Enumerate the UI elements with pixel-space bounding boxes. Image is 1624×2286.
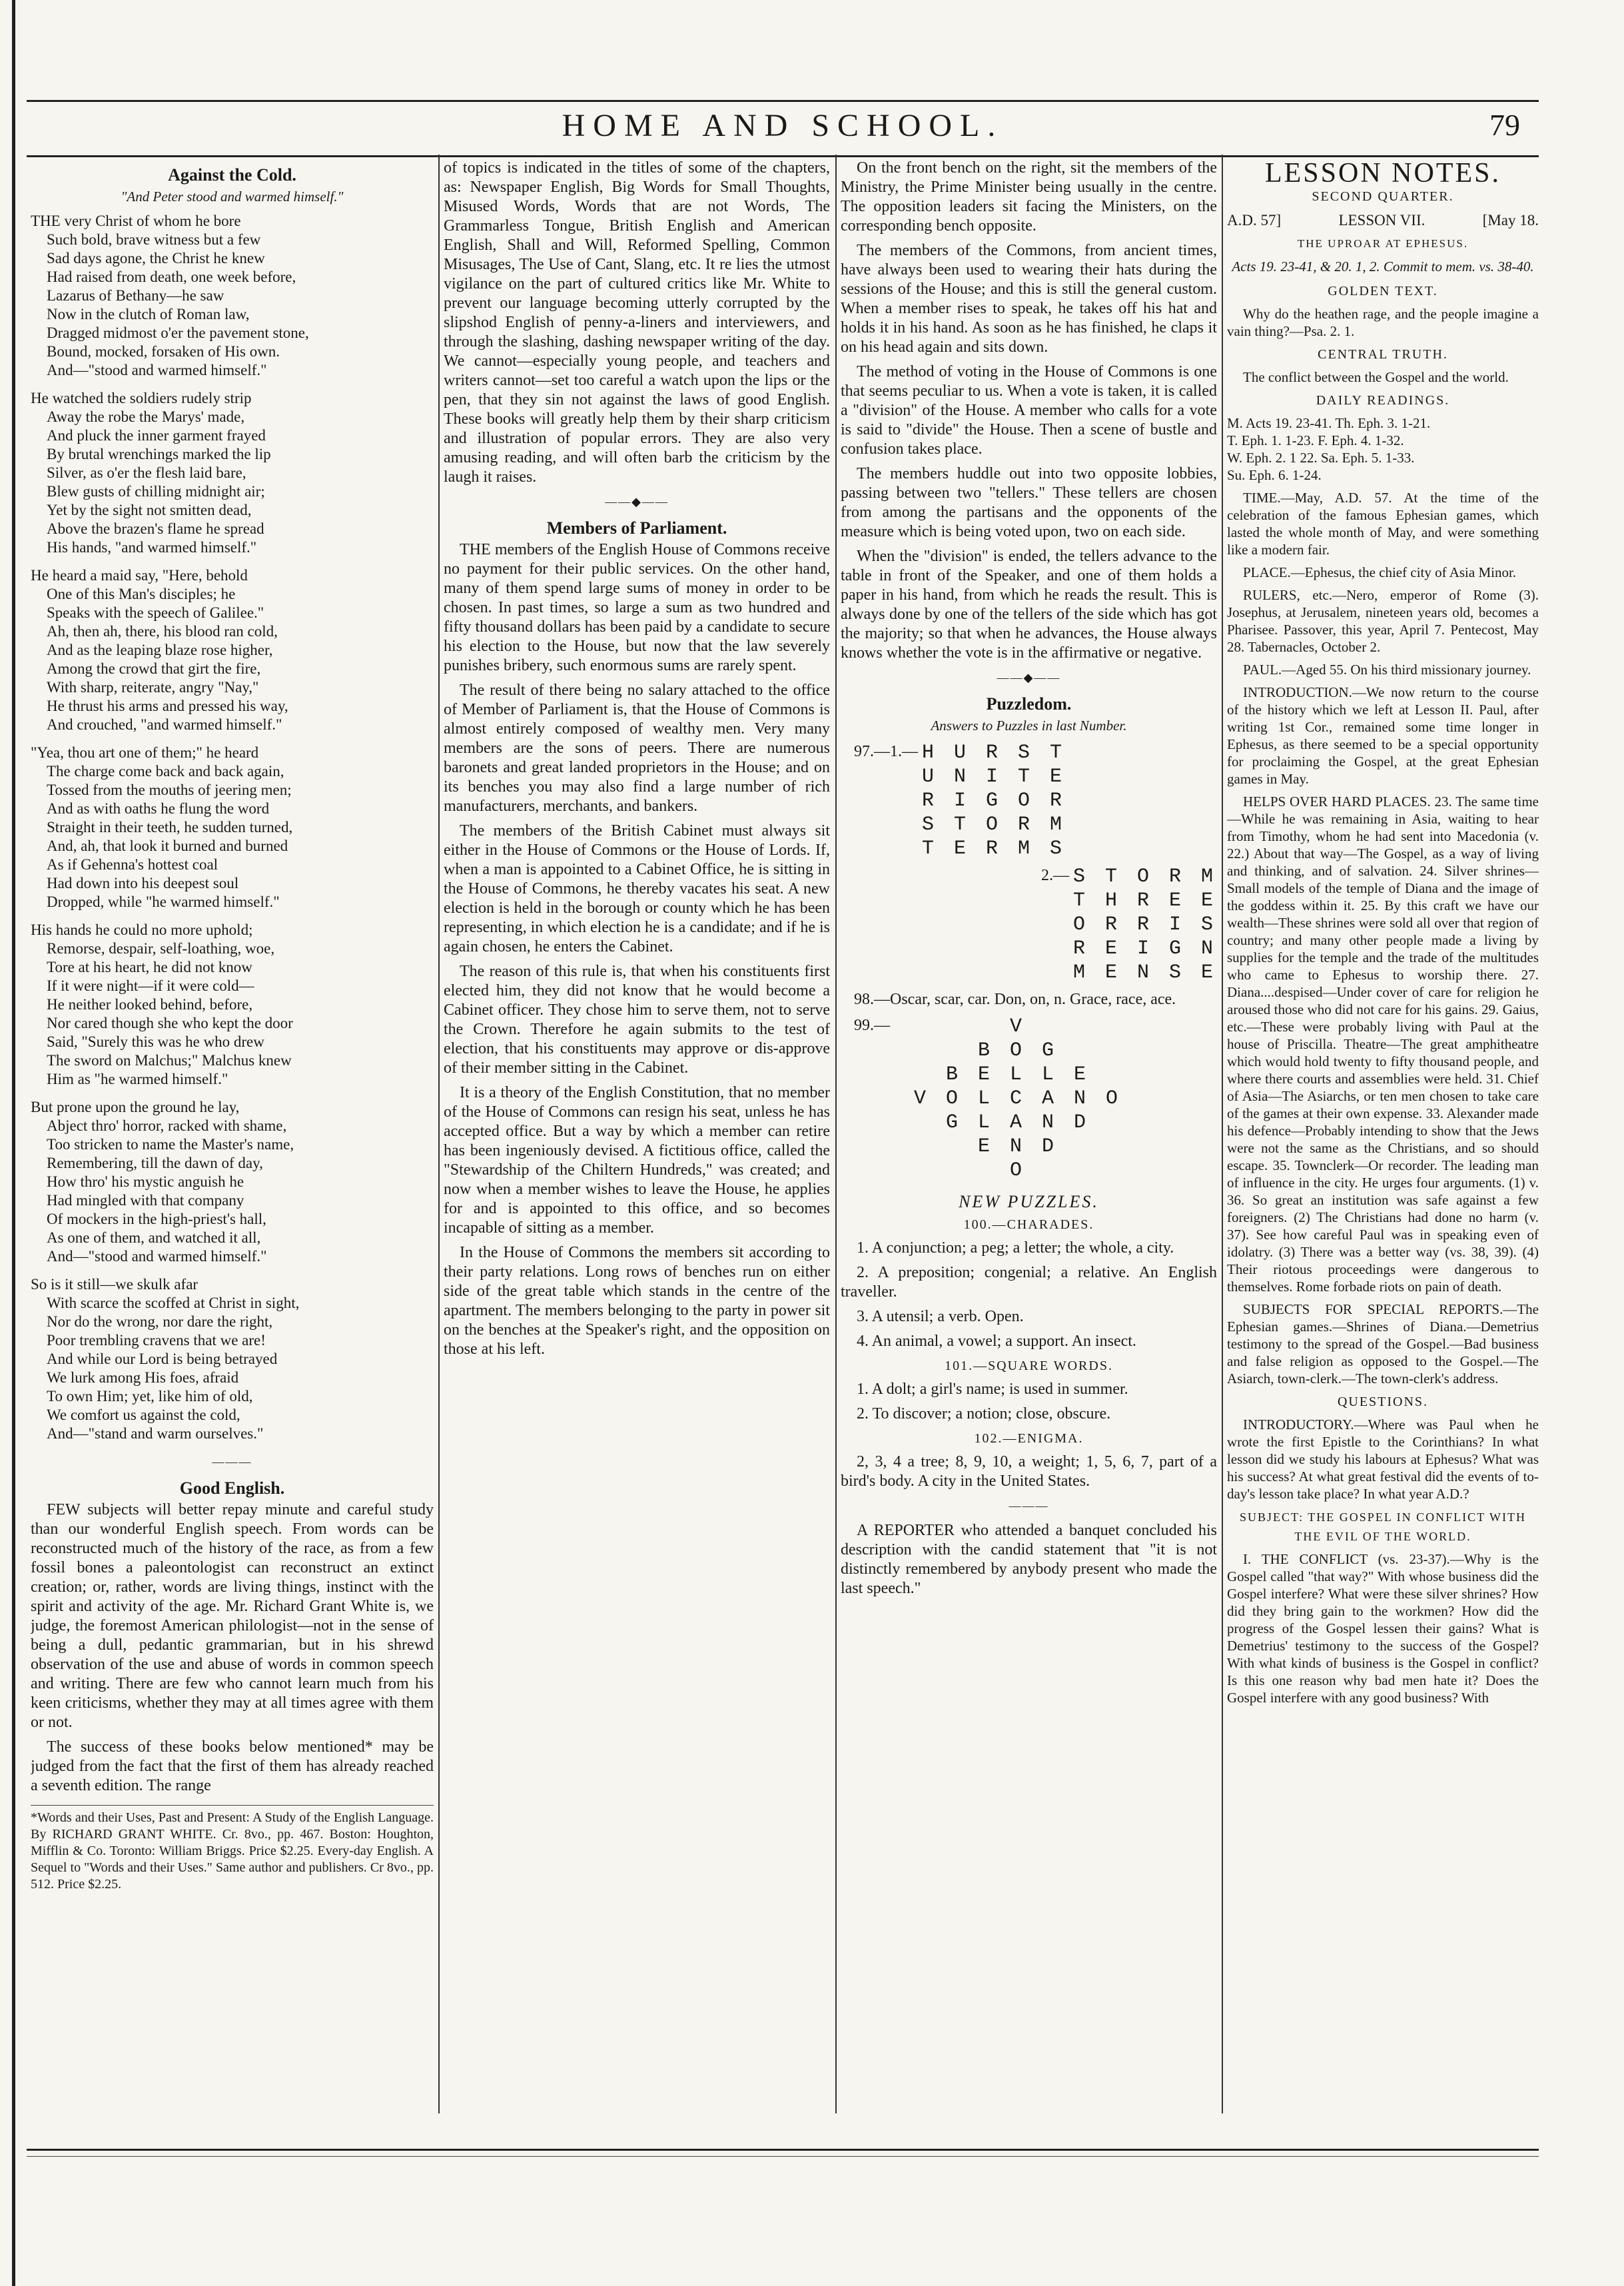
poem-line: Abject thro' horror, racked with shame, [47,1117,287,1134]
poem-title: Against the Cold. [168,165,296,185]
daily-readings-heading: DAILY READINGS. [1316,393,1450,408]
masthead [27,100,1539,157]
answer-97-2 [841,865,1217,985]
poem-line: And as the leaping blaze rose higher, [47,642,273,658]
lesson-number: LESSON VII. [1338,212,1425,229]
answer-label: 2.— [1040,867,1069,884]
poem-stanza [31,744,434,911]
poem-line: If it were night—if it were cold— [47,977,254,994]
poem-line: One of this Man's disciples; he [47,586,236,602]
word-diamond: V B O G B E L L E V O L C A N O G L A N D E N D O [914,1015,1122,1182]
article-paragraph: In the House of Commons the members sit according to their party relations. Long rows of benches run on either side of the great table which stands in the centre of the apartment. The members belonging to the party in power sit on the benches at the Speaker's right, and the opposition on those at his left. [444,1244,830,1358]
column-1 [31,159,434,2111]
lesson-meta [1227,211,1539,230]
article-paragraph: The members of the British Cabinet must always sit either in the House of Commons or the House of Lords. If, when a man is appointed to a Cabinet Office, he is sitting in the House of Commons, he thereby vacates his seat. A new election is held in the borough or county which he has been representing, in which election he is a candidate; and if he is again chosen, he enters the Cabinet. [444,822,830,955]
poem-line: Dragged midmost o'er the pavement stone, [47,324,309,341]
lesson-notes-title: LESSON NOTES. [1264,159,1501,189]
poem-line: He thrust his arms and pressed his way, [47,698,288,714]
puzzle-102-title: 102.—ENIGMA. [974,1431,1084,1446]
golden-text: Why do the heathen rage, and the people imagine a vain thing?—Psa. 2. 1. [1227,306,1539,339]
lesson-topic: THE UPROAR AT EPHESUS. [1297,237,1469,250]
poem-line: Him as "he warmed himself." [47,1071,228,1087]
column-4 [1227,159,1539,2111]
poem-stanza [31,566,434,734]
poem-line: And, ah, that look it burned and burned [47,838,288,854]
puzzle-102-text: 2, 3, 4 a tree; 8, 9, 10, a weight; 1, 5, 6, 7, part of a bird's body. A city in the United States. [841,1453,1217,1490]
poem-line: By brutal wrenchings marked the lip [47,446,271,462]
golden-text-heading: GOLDEN TEXT. [1328,284,1438,298]
puzzle-100-list [841,1239,1217,1351]
answer-98: 98.—Oscar, scar, car. Don, on, n. Grace, race, ace. [854,991,1176,1008]
poem-line: Silver, as o'er the flesh laid bare, [47,464,246,481]
poem-line: Nor do the wrong, nor dare the right, [47,1313,273,1330]
poem-line: He neither looked behind, before, [47,996,253,1013]
central-truth-heading: CENTRAL TRUTH. [1318,347,1448,362]
column-3 [841,159,1217,2111]
answer-label: 97.—1.— [854,743,918,760]
poem-line: Bound, mocked, forsaken of His own. [47,343,280,360]
poem-line: His hands, "and warmed himself." [47,539,257,556]
poem-line: Ah, then ah, there, his blood ran cold, [47,623,278,640]
puzzle-item: 2. To discover; a notion; close, obscure. [857,1405,1111,1423]
poem-line: "Yea, thou art one of them;" he heard [31,744,259,761]
lesson-year: A.D. 57] [1227,212,1282,229]
poem-line: To own Him; yet, like him of old, [47,1388,253,1405]
poem-line: Too stricken to name the Master's name, [47,1136,294,1153]
lesson-note: RULERS, etc.—Nero, emperor of Rome (3). Josephus, at Jerusalem, nineteen years old, becomes a Pharisee. Passover, this year, April 7. Pentecost, May 28. Tabernacles, October 2. [1227,587,1539,655]
lesson-note: PLACE.—Ephesus, the chief city of Asia Minor. [1243,564,1517,580]
poem-line: Such bold, brave witness but a few [47,231,261,248]
article-paragraph: It is a theory of the English Constitution, that no member of the House of Commons can resign his seat, unless he has accepted office. But a way by which a member can retire has been ingeniously devised. A fictitious office, called the "Stewardship of the Chiltern Hundreds," was created; and now when a member wishes to leave the House, he applies for and is appointed to this office, and so becomes incapable of sitting as a member. [444,1084,830,1237]
quarter-heading: SECOND QUARTER. [1312,189,1454,204]
poem-line: Away the robe the Marys' made, [47,408,245,425]
reporter-anecdote: A REPORTER who attended a banquet concluded his description with the candid statement that "it is not distinctly remembered by anybody present who made the last speech." [841,1522,1217,1597]
poem-stanza [31,1098,434,1266]
reading-line: M. Acts 19. 23-41. Th. Eph. 3. 1-21. [1227,415,1431,431]
poem-body [31,212,434,1443]
questions-introductory: INTRODUCTORY.—Where was Paul when he wrote the first Epistle to the Corinthians? In what lesson did we study his labours at Ephesus? What was his success? At what great festival did the events of to-day's lesson take place? In what year A.D.? [1227,1417,1539,1502]
article-paragraph: The method of voting in the House of Commons is one that seems peculiar to us. When a vote is taken, it is called a "division" of the House. A member who calls for a vote is said to "divide" the House. Then a scene of bustle and confusion takes place. [841,363,1217,458]
poem-line: Nor cared though she who kept the door [47,1015,293,1031]
poem-epigraph: "And Peter stood and warmed himself." [121,189,344,205]
poem-line: The charge come back and back again, [47,763,284,780]
poem-line: And as with oaths he flung the word [47,800,270,817]
poem-line: And—"stood and warmed himself." [47,1248,267,1265]
article-paragraph: THE members of the English House of Commons receive no payment for their public services. On the other hand, many of them spend large sums of money in order to be chosen. In past times, so large a sum as two hundred and fifty thousand dollars has been paid by a candidate to secure his election to the House, but now that the law severely punishes bribery, such enormous sums are rarely spent. [444,541,830,674]
section-divider: ——— [212,1455,252,1468]
page-title: HOME AND SCHOOL. [562,108,1004,143]
puzzle-100-title: 100.—CHARADES. [963,1217,1094,1232]
article-paragraph: On the front bench on the right, sit the members of the Ministry, the Prime Minister being usually in the centre. The opposition leaders sit facing the Ministers, on the corresponding bench opposite. [841,159,1217,235]
binding-edge [12,0,15,2286]
poem-line: As if Gehenna's hottest coal [47,856,218,873]
puzzle-101-list [841,1380,1217,1424]
section-divider: ——◆—— [997,671,1061,684]
puzzle-item: 2. A preposition; congenial; a relative. An English traveller. [841,1264,1217,1301]
poem-stanza [31,921,434,1089]
page-number: 79 [1489,108,1520,142]
poem-line: Now in the clutch of Roman law, [47,306,250,322]
members-title: Members of Parliament. [546,518,727,538]
answer-99 [854,1015,1217,1183]
puzzle-item: 4. An animal, a vowel; a support. An insect. [857,1333,1136,1350]
puzzle-item: 3. A utensil; a verb. Open. [857,1308,1024,1325]
lesson-notes-body [1227,489,1539,1387]
good-english-paragraph: The success of these books below mentioned* may be judged from the fact that the first of them has already reached a seventh edition. The range [31,1738,434,1794]
poem-line: Lazarus of Bethany—he saw [47,287,224,304]
poem-line: Had mingled with that company [47,1192,244,1209]
lesson-note: INTRODUCTION.—We now return to the course of the history which we left at Lesson II. Paul, after writing 1st Cor., remained some time longer in Ephesus, as there seemed to be a special opportunity for proclaiming the Gospel, at the great Ephesian games in May. [1227,684,1539,787]
members-article [444,540,830,1359]
poem-line: And crouched, "and warmed himself." [47,716,282,733]
poem-line: Tossed from the mouths of jeering men; [47,782,292,798]
poem-line: The sword on Malchus;" Malchus knew [47,1052,292,1069]
poem-line: With sharp, reiterate, angry "Nay," [47,679,259,696]
footnote: *Words and their Uses, Past and Present: A Study of the English Language. By RICHARD GRANT WHITE. Cr. 8vo., pp. 467. Boston: Houghton, Mifflin & Co. Toronto: William Briggs. Price $2.25. Every-day English. A Sequel to "Words and their Uses." Same author and publishers. Cr 8vo., pp. 512. Price $2.25. [31,1805,434,1893]
central-truth: The conflict between the Gospel and the world. [1243,369,1509,385]
poem-line: Poor trembling cravens that we are! [47,1332,266,1349]
lesson-reference: Acts 19. 23-41, & 20. 1, 2. Commit to mem. vs. 38-40. [1232,259,1534,275]
poem-line: Said, "Surely this was he who drew [47,1033,264,1050]
new-puzzles-title: NEW PUZZLES. [959,1192,1099,1211]
bottom-rule [27,2149,1539,2151]
poem-line: Remorse, despair, self-loathing, woe, [47,940,275,957]
poem-line: As one of them, and watched it all, [47,1229,261,1246]
poem-line: And while our Lord is being betrayed [47,1351,278,1367]
poem-line: He heard a maid say, "Here, behold [31,567,248,584]
puzzledom-title: Puzzledom. [986,694,1072,714]
article-paragraph: The members huddle out into two opposite lobbies, passing between two "tellers." These tellers are chosen from among the partisans and the opponents of the measure which is being voted upon, two on each side. [841,465,1217,540]
article-paragraph: The members of the Commons, from ancient times, have always been used to wearing their hats during the sessions of the House; and this is still the general custom. When a member rises to speak, he takes off his hat and holds it in his hand. As soon as he has finished, he claps it on his head again and sits down. [841,242,1217,356]
questions-heading: QUESTIONS. [1337,1395,1429,1409]
poem-line: And—"stand and warm ourselves." [47,1425,264,1442]
good-english-paragraph: FEW subjects will better repay minute and careful study than our wonderful English speech. From words can be reconstructed much of the history of the race, as from a few fossil bones a paleontologist can reconstruct an extinct creation; or, rather, words are living things, instinct with the spirit and activity of the age. Mr. Richard Grant White is, we judge, the foremost American philologist—not in the sense of being a dull, pedantic grammarian, but in his shrewd observation of the use and abuse of words in common speech and writing. There are few who cannot learn much from his keen criticisms, whether they may at all times agree with them or not. [31,1501,434,1731]
poem-line: But prone upon the ground he lay, [31,1099,240,1115]
lesson-note: SUBJECTS FOR SPECIAL REPORTS.—The Ephesian games.—Shrines of Diana.—Demetrius testimony to the spread of the Gospel.—Bad business and false religion as opposed to the Gospel.—The Asiarch, town-clerk.—The town-clerk's address. [1227,1301,1539,1387]
poem-line: Had raised from death, one week before, [47,269,296,285]
poem-stanza [31,389,434,557]
poem-line: How thro' his mystic anguish he [47,1173,244,1190]
poem-line: Sad days agone, the Christ he knew [47,250,265,267]
poem-line: Straight in their teeth, he sudden turned, [47,819,293,836]
poem-line: Yet by the sight not smitten dead, [47,502,252,518]
answer-label: 99.— [854,1017,890,1034]
daily-readings [1227,414,1539,484]
poem-line: We lurk among His foes, afraid [47,1369,239,1386]
poem-line: Among the crowd that girt the fire, [47,660,261,677]
column-2 [444,159,830,2111]
article-paragraph: When the "division" is ended, the tellers advance to the table in front of the Speaker, and one of them holds a paper in his hand, from which he reads the result. This is always done by one of the tellers of the side which has got the majority; so that when he advances, the House always knows whether the vote is in the affirmative or negative. [841,548,1217,662]
answers-heading: Answers to Puzzles in last Number. [931,718,1127,734]
column-divider [438,155,440,2113]
word-square: H U R S T U N I T E R I G O R S T O R M T E R M S [922,742,1066,860]
poem-line: We comfort us against the cold, [47,1407,240,1423]
puzzle-item: 1. A conjunction; a peg; a letter; the whole, a city. [857,1239,1174,1257]
reading-line: T. Eph. 1. 1-23. F. Eph. 4. 1-32. [1227,432,1404,448]
poem-line: Of mockers in the high-priest's hall, [47,1211,266,1227]
section-divider: ——— [1009,1499,1049,1512]
lesson-note: PAUL.—Aged 55. On his third missionary journey. [1243,662,1531,678]
poem-line: Speaks with the speech of Galilee." [47,604,264,621]
poem-line: Tore at his heart, he did not know [47,959,252,975]
poem-line: Dropped, while "he warmed himself." [47,893,280,910]
poem-line: With scarce the scoffed at Christ in sight, [47,1295,300,1311]
bottom-rule [27,2156,1539,2157]
poem-line: He watched the soldiers rudely strip [31,390,252,406]
poem-line: So is it still—we skulk afar [31,1276,199,1293]
poem-line: And—"stood and warmed himself." [47,362,267,378]
lesson-note: HELPS OVER HARD PLACES. 23. The same time—While he was remaining in Asia, waiting to hear from Timothy, whom he had sent into Macedonia (v. 22.) About that way—The Gospel, as a way of living and thinking, and of salvation. 24. Silver shrines—Small models of the temple of Diana and the image of the goddess within it. 25. By this craft we have our wealth—These shrines were sold all over that region of country; and many other people made a living by supplies for the temple and the trade of the multitudes who came to Ephesus to worship there. 27. Diana....despised—Under cover of care for religion he aroused those who did not care for his gains. 29. Gaius, etc.—These were probably living with Paul at the house of Priscilla. Theatre—The great amphitheatre which would hold twenty to fifty thousand people, and where there courts and assemblies were held. 31. Chief of Asia—The Asiarchs, or ten men chosen to take care of the games at their own expense. 33. Alexander made his defence—Probably intending to show that the Jews were not the same as the Christians, and so should escape. 35. Townclerk—Or recorder. The leading man of influence in the city. He urges four arguments. (1) v. 36. So great an institution was safe against a few foreigners. (2) The Christians had done no harm (v. 37). See how careful Paul was in speaking even of idolatry. (3) There was a better way (vs. 38, 39). (4) Their riotous proceedings were dangerous to themselves. Rome forbade riots on pain of death. [1227,794,1539,1295]
lesson-note: TIME.—May, A.D. 57. At the time of the celebration of the famous Ephesian games, which lasted the whole month of May, and were something like a modern fair. [1227,490,1539,558]
reading-line: W. Eph. 2. 1 22. Sa. Eph. 5. 1-33. [1227,450,1415,466]
article-paragraph: The result of there being no salary attached to the office of Member of Parliament is, that the House of Commons is almost entirely composed of wealthy men. Very many members are the sons of peers. There are numerous baronets and great landed proprietors in the House; and on its benches you may also find a large number of rich manufacturers, merchants, and bankers. [444,682,830,815]
poem-line: Remembering, till the dawn of day, [47,1155,263,1171]
poem-line: Above the brazen's flame he spread [47,520,264,537]
article-paragraph: The reason of this rule is, that when his constituents first elected him, they did not know that he would become a Cabinet officer. They chose him to serve them, not to serve the Crown. Therefore he again submits to the test of election, that his constituents may approve or dis-approve of their member sitting in the Cabinet. [444,963,830,1077]
poem-line: Blew gusts of chilling midnight air; [47,483,265,500]
good-english-title: Good English. [179,1478,285,1498]
column-divider [1222,155,1223,2113]
reading-line: Su. Eph. 6. 1-24. [1227,467,1322,483]
lesson-date: [May 18. [1482,212,1539,229]
poem-line: THE very Christ of whom he bore [31,213,241,229]
poem-line: And pluck the inner garment frayed [47,427,266,444]
poem-line: Had down into his deepest soul [47,875,239,891]
poem-line: His hands he could no more uphold; [31,921,253,938]
good-english-continuation: of topics is indicated in the titles of some of the chapters, as: Newspaper English, Big Words for Small Thoughts, Misused Words, Words that are not Words, The Grammarless Tongue, British English and American English, Shall and Will, Reformed Spelling, Common Misusages, The Use of Cant, Slang, etc. It re lies the utmost vigilance on the part of cultured critics like Mr. White to prevent our language becoming utterly corrupted by the slipshod English of penny-a-liners and interviewers, and through the slashing, dashing newspaper writing of the day. We cannot—especially young people, and teachers and writers cannot—set too careful a watch upon the lips or the pen, that they sin not against the laws of good English. These books will greatly help them by their sharp criticism and illustration of popular errors. They are also very amusing reading, and will often barb the criticism by the laugh it raises. [444,159,830,486]
poem-stanza [31,212,434,380]
section-divider: ——◆—— [605,495,669,508]
poem-stanza [31,1275,434,1443]
parliament-continued [841,159,1217,663]
questions-conflict: I. THE CONFLICT (vs. 23-37).—Why is the Gospel called "that way?" With whose business did the Gospel interfere? What were these silver shrines? How did they bring gain to the workmen? How did the progress of the Gospel lessen their gains? What is Demetrius' testimony to the success of the Gospel? With what kinds of business is the Gospel in conflict? Is this one reason why bad men hate it? Does the Gospel interfere with any good business? With [1227,1551,1539,1706]
puzzle-item: 1. A dolt; a girl's name; is used in summer. [857,1381,1128,1398]
puzzle-101-title: 101.—SQUARE WORDS. [945,1359,1113,1373]
column-divider [835,155,837,2113]
answer-97-1 [854,741,1217,861]
subject-heading: SUBJECT: THE GOSPEL IN CONFLICT WITH THE EVIL OF THE WORLD. [1240,1510,1526,1543]
word-square: S T O R M T H R E E O R R I S R E I G N M E N S E [1072,865,1217,984]
